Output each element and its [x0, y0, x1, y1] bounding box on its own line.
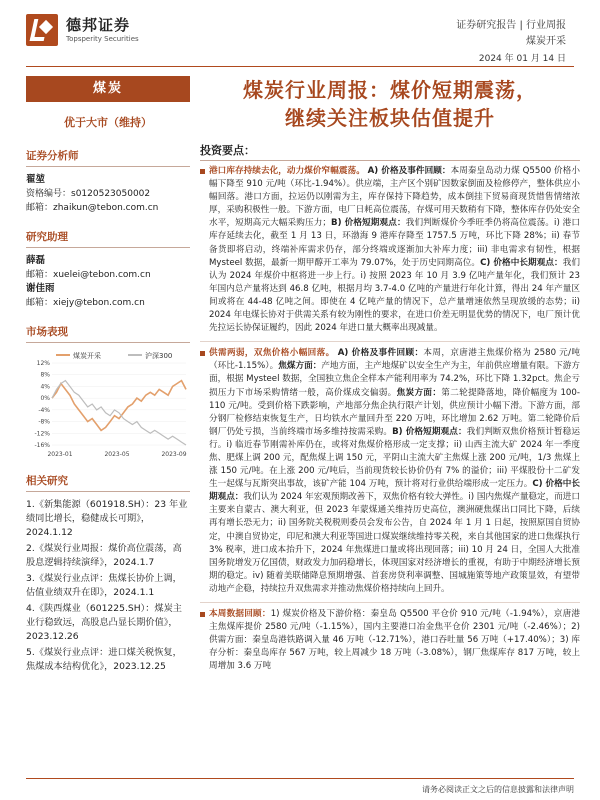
footer-disclaimer: 请务必阅读正文之后的信息披露和法律声明: [422, 785, 574, 794]
title-line-2: 继续关注板块估值提升: [285, 106, 495, 130]
keypoint-text: 我们认为 2024 年宏观预期改善下，双焦价格有较大弹性。i) 国内焦煤产量稳定，而进口主要来自蒙古、澳大利亚，但 2023 年蒙煤通关维持历史高位，澳洲硬焦煤出口同比下降，后续再有增长恐无力；ii) 国务院关税税则委员会发布公告，自 2024 年 1 月 1 日起，按照原国自贸协定，中澳自贸协定，印尼和澳大利亚等国进口煤炭继续维持零关税，来自其他国家的进口焦煤执行 3% 税率，进口成本抬升下，2024 年焦煤进口量或将出现回落；iii) 10 月 24 日，全国人大批准国务院增发万亿国债，财政发力加码稳增长，体现国家对经济增长的重视，有助于中期经济增长预期的稳定。iv) 随着美联储降息预期增强、首套房贷利率调整、国城施策等地产政策显效，有望带动地产企稳，持续拉升双焦需求并推动焦煤价格持续向上回升。: [209, 492, 580, 594]
legend-label: 沪深300: [145, 352, 173, 360]
logo-mark-icon: [26, 14, 58, 46]
market-chart-svg: [26, 349, 190, 459]
sub-label: B) 价格短期观点：: [331, 218, 406, 229]
keypoint-data-review: [200, 608, 580, 673]
sector-tag: 煤炭开采: [526, 36, 566, 47]
divider: [200, 341, 580, 342]
logo-name-cn: 德邦证券: [66, 16, 131, 34]
analyst-name: 翟堃: [26, 174, 46, 185]
assistant-info: [26, 254, 190, 310]
related-item[interactable]: 5.《煤炭行业点评：进口煤关税恢复，焦煤成本结构优化》，2023.12.25: [26, 647, 182, 672]
header-divider: [26, 66, 574, 67]
sub-label: B) 价格短期观点：: [392, 426, 467, 437]
y-tick-label: -4%: [38, 406, 50, 414]
company-logo: [26, 14, 156, 50]
divider: [200, 602, 580, 603]
legend-label: 煤炭开采: [73, 352, 101, 360]
sub-label: A) 价格及事件回顾：: [337, 348, 424, 359]
analyst-section-title: 证券分析师: [26, 148, 190, 167]
title-line-1: 煤炭行业周报：煤价短期震荡，: [243, 78, 537, 102]
keypoint-text: 我们判断煤价今季旺季仍将高位震荡。i) 港口库存延续去化，截至 1 月 13 日，环渤海 9 港库存降至 1757.5 万吨，环比下降 28%；ii) 春节备货即将启动，终端补库需求仍存，部分终端或逐渐加大补库力度；iii) 非电需求有韧性，根据 Mysteel 数据，最新一期甲醇开工率为 79.07%，处于历史同期高位。: [209, 218, 580, 268]
related-item[interactable]: 2.《煤炭行业周报：煤价高位震荡，高股息逻辑持续演绎》，2024.1.7: [26, 543, 182, 568]
y-tick-label: -12%: [34, 430, 50, 438]
logo-name-en: Topsperity Securities: [66, 35, 139, 43]
keypoint-text: 产地方面，主产地煤矿以安全生产为主，年前供应增量有限。下游方面，根据 Mysteel 数据，全国独立焦企全样本产能利用率为 74.2%，环比下降 1.32pct。焦企亏损压力下市场采购情绪一般，高价煤成交偏弱。: [209, 361, 580, 398]
assistant-name: 谢佳雨: [26, 283, 55, 294]
main-content: [200, 76, 580, 673]
assistant-name: 薛磊: [26, 255, 46, 266]
keypoint-thermal-coal: [200, 165, 580, 335]
keypoints-title: 投资要点：: [200, 142, 580, 161]
report-type: 证券研究报告 | 行业周报: [456, 20, 566, 31]
rating: 优于大市（维持）: [64, 116, 152, 129]
bullet-icon: [200, 169, 205, 174]
y-tick-label: -16%: [34, 442, 50, 449]
analyst-info: [26, 173, 190, 215]
related-item[interactable]: 4.《陕西煤业（601225.SH）：煤炭主业行稳致远，高股息凸显长期价值》，2023.12.26: [26, 603, 182, 642]
y-tick-label: 8%: [40, 371, 50, 379]
bullet-icon: [200, 351, 205, 356]
keypoint-text: 本周，京唐港主焦煤价格为 2580 元/吨（环比-1.15%）。: [209, 348, 580, 372]
footer-divider: [26, 778, 574, 779]
x-tick-label: 2023-05: [104, 451, 130, 458]
report-title: [200, 76, 580, 132]
keypoint-text: 第二轮提降落地，降价幅度为 100-110 元/吨。受到价格下跌影响，产地部分焦企执行限产计划，供应预计小幅下滑。下游方面，部分钢厂检修结束恢复生产，日均铁水产量回升至 220 万吨，环比增加 2.62 万吨。第二轮降价后钢厂仍处亏损，当前终端市场多维持按需采购。: [209, 387, 580, 437]
keypoint-lead: 供需两弱，双焦价格小幅回落。: [209, 348, 335, 359]
y-tick-label: -8%: [38, 418, 50, 426]
keypoint-text: 1) 煤炭价格及下游价格：秦皇岛 Q5500 平仓价 910 元/吨（-1.94%），京唐港主焦煤库提价 2580 元/吨（-1.15%），国内主要港口冶金焦平仓价 2301 元/吨（-2.46%）；2) 供需方面：秦皇岛港铁路调入量 46 万吨（-12.71%），港口吞吐量 56 万吨（+17.40%）；3) 库存分析：秦皇岛库存 567 万吨，较上周减少 18 万吨（-3.08%），钢厂焦煤库存 817 万吨，较上周增加 3.6 万吨: [209, 609, 580, 672]
sidebar: [26, 76, 190, 676]
assistant-email[interactable]: 邮箱：xiejy@tebon.com.cn: [26, 298, 145, 308]
market-chart: [26, 349, 190, 459]
keypoint-lead: 本周数据回顾：: [209, 609, 271, 619]
sector-band: 煤炭: [26, 76, 190, 102]
x-tick-label: 2023-01: [47, 451, 73, 458]
related-list: [26, 498, 190, 674]
related-item[interactable]: 1.《新集能源（601918.SH）：23 年业绩同比增长，稳健成长可期》，2024.1.12: [26, 499, 188, 538]
related-section-title: 相关研究: [26, 473, 190, 492]
report-meta: [456, 18, 566, 50]
sub-label: C) 价格中长期观点：: [209, 479, 580, 503]
series-line-coal: [52, 381, 186, 431]
market-section-title: 市场表现: [26, 324, 190, 343]
bullet-icon: [200, 612, 205, 617]
related-item[interactable]: 3.《煤炭行业点评：焦煤长协价上调，估值业绩双升在即》，2024.1.1: [26, 573, 182, 598]
y-tick-label: 4%: [40, 383, 50, 391]
keypoint-coking-coal: [200, 347, 580, 596]
y-tick-label: 12%: [36, 360, 50, 367]
sub-label: 焦煤方面：: [278, 361, 322, 372]
series-line-csi300: [52, 381, 186, 445]
sub-label: 焦炭方面：: [396, 387, 442, 398]
x-tick-label: 2023-09: [161, 451, 187, 458]
y-tick-label: 0%: [40, 395, 50, 403]
assistant-email[interactable]: 邮箱：xuelei@tebon.com.cn: [26, 270, 151, 280]
keypoint-text: 本周秦皇岛动力煤 Q5500 价格小幅下降至 910 元/吨（环比-1.94%）。供应端，主产区个别矿因数家倒面及检修停产，整体供应小幅回落。港口方面，拉运仍以刚需为主，库存保持下降趋势，成本倒挂下贸易商现货惜售情绪浓厚，采购积极性一般。下游方面，电厂日耗高位震荡，存煤可用天数稍有下降，整体库存仍处安全水平，短期高元大幅采购压力；: [209, 166, 580, 229]
assistant-section-title: 研究助理: [26, 229, 190, 248]
analyst-email[interactable]: 邮箱：zhaikun@tebon.com.cn: [26, 203, 159, 213]
keypoint-text: 我们判断双焦价格预计暂稳运行。i) 临近春节刚需补库仍在，或将对焦煤价格形成一定支撑；ii) 山西主流大矿 2024 年一季度焦、肥煤上调 200 元，配焦煤上调 150 元，平阴山主流大矿主焦煤上涨 200 元/吨，1/3 焦煤上涨 150 元/吨。在上涨 200 元/吨后，当前现货较长协价仍有 7% 的溢价；iii) 平煤股份十二矿发生一起煤与瓦斯突出事故，该矿产能 104 万吨，预计将对行业供给端形成一定压力。: [209, 426, 580, 490]
keypoint-lead: 港口库存持续去化，动力煤价窄幅震荡。: [209, 166, 365, 176]
analyst-cert: 资格编号：s0120523050002: [26, 189, 151, 199]
keypoint-text: 我们认为 2024 年煤价中枢将进一步上行。i) 按照 2023 年 10 月 3.9 亿吨产量年化，我们预计 23 年国内总产量将达到 46.8 亿吨，根据月均 3.7-4.0 亿吨的产量进行年化计算，得出 24 年产量区间或将在 44-48 亿吨之间。即使在 4 亿吨产量的情况下，总产量增速依然呈现放缓的态势；ii) 2024 年电煤长协对于供需关系有较为刚性的要求，在进口价差无明显优势的情况下，电厂预计优先拉运长协保证履约，因此 2024 年进口量大概率出现减量。: [209, 257, 580, 334]
sub-label: A) 价格及事件回顾：: [367, 166, 451, 176]
sub-label: C) 价格中长期观点：: [480, 257, 563, 268]
report-date: 2024 年 01 月 14 日: [478, 54, 566, 64]
